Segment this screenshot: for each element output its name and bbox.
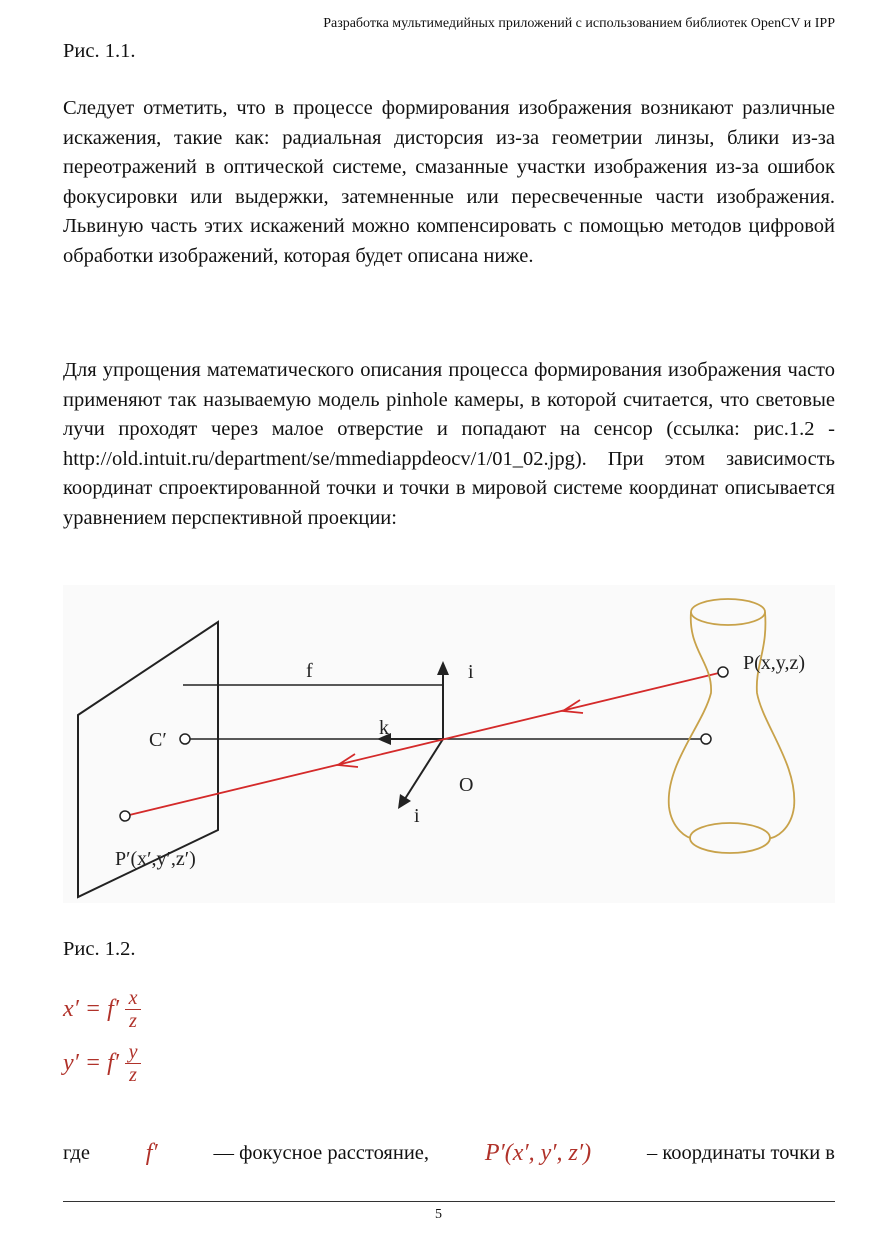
equation-y-numerator: y (128, 1041, 138, 1063)
label-p-prime: P′(x′,y′,z′) (115, 848, 196, 870)
word-where: где (63, 1142, 90, 1164)
label-c-prime: C′ (149, 729, 167, 751)
where-line (63, 1140, 835, 1167)
point-object-axis (701, 734, 711, 744)
figure-pinhole-camera (63, 585, 835, 903)
figure-caption-1-1: Рис. 1.1. (63, 40, 136, 62)
label-f: f (306, 660, 313, 682)
paragraph-pinhole-part-2: http://old.intuit.ru/department/se/mmediappdeocv/1/01_02.jpg). При этом зависимость координат спроектированной точки и точки в мировой системе координат описывается уравнением перспективной проекции: (63, 447, 835, 529)
label-o: O (459, 774, 474, 796)
footer-divider (63, 1201, 835, 1202)
equation-x-lhs: x′ = f′ (63, 996, 120, 1022)
equation-y-lhs: y′ = f′ (63, 1050, 120, 1076)
text-point-coords: – координаты точки в (646, 1142, 835, 1164)
page-number: 5 (435, 1207, 442, 1222)
paragraph-distortions: Следует отметить, что в процессе формирования изображения возникают различные искажения, такие как: радиальная дисторсия из-за геометрии линзы, блики из-за переотражений в оптической системе, смазанные участки изображения из-за ошибок фокусировки или выдержки, затемненные или пересвеченные части изображения. Львиную часть этих искажений можно компенсировать с помощью методов цифровой обработки изображений, которая будет описана ниже. (63, 97, 835, 267)
paragraph-pinhole (63, 356, 835, 533)
paragraph-pinhole-part-1: Для упрощения математического описания процесса формирования изображения часто применяют так называемую модель pinhole камеры, в которой считается, что световые лучи проходят через малое отверстие и попадают на сенсор (ссылка: рис.1.2 - (63, 359, 835, 440)
running-header: Разработка мультимедийных приложений с использованием библиотек OpenCV и IPP (323, 16, 835, 31)
equation-x-numerator: x (128, 987, 138, 1009)
equation-y-fraction (125, 1042, 141, 1085)
equation-y-denominator: z (129, 1064, 137, 1086)
point-p (718, 667, 728, 677)
label-k: k (379, 717, 389, 739)
point-c-prime (180, 734, 190, 744)
label-i-top: i (468, 661, 474, 683)
symbol-point-coords: P′(x′, y′, z′) (484, 1140, 592, 1166)
pinhole-diagram (63, 585, 835, 903)
text-focal-length: — фокусное расстояние, (213, 1142, 430, 1164)
label-i-bottom: i (414, 805, 420, 827)
equation-y-prime (63, 1042, 141, 1085)
equation-x-fraction (125, 988, 141, 1031)
point-p-prime (120, 811, 130, 821)
equation-x-denominator: z (129, 1010, 137, 1032)
figure-caption-1-2: Рис. 1.2. (63, 938, 136, 960)
symbol-focal-length: f′ (145, 1140, 158, 1166)
label-p: P(x,y,z) (743, 652, 806, 674)
equation-x-prime (63, 988, 141, 1031)
